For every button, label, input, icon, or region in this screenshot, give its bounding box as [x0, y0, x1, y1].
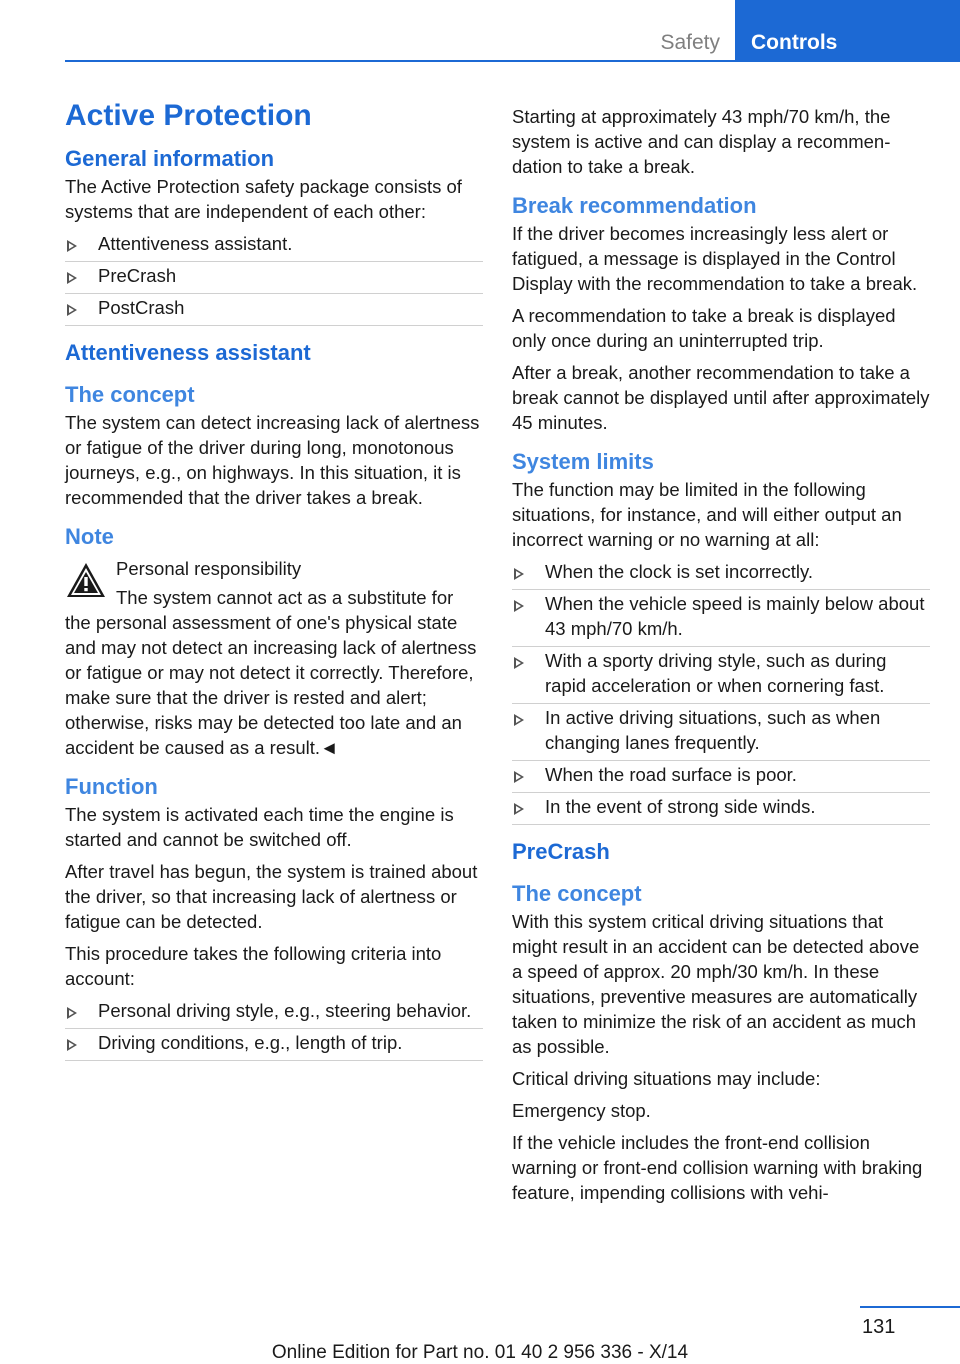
warning-note [65, 556, 483, 760]
bullet-triangle-icon [67, 1007, 77, 1019]
note-text: The system cannot act as a substitute for the personal assessment of one's physical state and may not detect an increasing lack of alertness or fatigue or may not detect it correctly. Therefore, make sure that the driver is rested and alert; otherwise, risks may be detected too late and an accident be caused as a result.◄ [65, 587, 477, 758]
break-text-2: A recommendation to take a break is displayed only once during an uninterrupted trip. [512, 305, 896, 351]
page-number: 131 [862, 1316, 896, 1338]
list-item: Personal driving style, e.g., steering behavior. [65, 998, 483, 1029]
systems-list [65, 231, 483, 326]
list-item: PostCrash [65, 295, 483, 326]
bullet-triangle-icon [514, 803, 524, 815]
precrash-text-2: Critical driving situations may include: [512, 1068, 821, 1089]
bullet-triangle-icon [514, 568, 524, 580]
tab-safety[interactable]: Safety [660, 31, 720, 54]
note-title: Personal responsibility [116, 558, 302, 579]
bullet-triangle-icon [514, 714, 524, 726]
precrash-heading: PreCrash [512, 839, 610, 864]
footer-edition: Online Edition for Part no. 01 40 2 956 336 - X/14 [271, 1342, 689, 1363]
list-item: Attentiveness assistant. [65, 231, 483, 262]
precrash-text-3: Emergency stop. [512, 1100, 651, 1121]
bullet-triangle-icon [514, 771, 524, 783]
list-item: PreCrash [65, 263, 483, 294]
system-limits-text: The function may be limited in the following situations, for instance, and will either output an incorrect warning or no warning at all: [512, 479, 902, 550]
list-item: Driving conditions, e.g., length of trip. [65, 1030, 483, 1061]
general-information-heading: General information [65, 146, 275, 171]
break-text-1: If the driver becomes increasingly less alert or fatigued, a message is displayed in the Control Display with the recommendation to take a break. [512, 223, 918, 294]
header-rule [65, 60, 960, 62]
precrash-text-4: If the vehicle includes the front-end collision warning or front-end collision warning with braking feature, impending collisions with vehi- [512, 1132, 923, 1203]
attentiveness-heading: Attentiveness assistant [65, 340, 311, 365]
precrash-concept-heading: The concept [512, 881, 642, 906]
bullet-triangle-icon [67, 304, 77, 316]
header-bar [65, 0, 960, 62]
note-heading: Note [65, 524, 114, 549]
left-column [65, 96, 483, 1069]
bullet-triangle-icon [67, 240, 77, 252]
bullet-triangle-icon [514, 600, 524, 612]
general-information-text: The Active Protection safety package consists of systems that are independent of each other: [65, 176, 462, 222]
break-recommendation-heading: Break recommendation [512, 193, 757, 218]
break-text-3: After a break, another recommendation to take a break cannot be displayed until after approximately 45 minutes. [512, 362, 930, 433]
precrash-text-1: With this system critical driving situations that might result in an accident can be detected above a speed of approx. 20 mph/30 km/h. In these situations, preventive measures are automatically taken to minimize the risk of an accident as much as possible. [512, 911, 920, 1057]
right-column [512, 104, 930, 1212]
list-item: In active driving situations, such as when changing lanes frequently. [512, 705, 930, 761]
warning-icon [65, 560, 107, 600]
page-title: Active Protection [65, 99, 312, 132]
function-heading: Function [65, 774, 158, 799]
concept-text: The system can detect increasing lack of alertness or fatigue of the driver during long, monotonous journeys, e.g., on highways. In this situation, it is recommended that the driver takes a break. [65, 412, 480, 508]
list-item: When the vehicle speed is mainly below about 43 mph/70 km/h. [512, 591, 930, 647]
intro-text: Starting at approximately 43 mph/70 km/h, the system is active and can display a recommendation to take a break. [512, 106, 891, 177]
list-item: In the event of strong side winds. [512, 794, 930, 825]
list-item: When the road surface is poor. [512, 762, 930, 793]
criteria-list [65, 998, 483, 1061]
system-limits-heading: System limits [512, 449, 654, 474]
tab-controls[interactable]: Controls [735, 0, 960, 62]
function-text-2: After travel has begun, the system is trained about the driver, so that increasing lack of alertness or fatigue can be detected. [65, 861, 478, 932]
bullet-triangle-icon [514, 657, 524, 669]
list-item: When the clock is set incorrectly. [512, 559, 930, 590]
list-item: With a sporty driving style, such as during rapid acceleration or when cornering fast. [512, 648, 930, 704]
function-text-1: The system is activated each time the engine is started and cannot be switched off. [65, 804, 454, 850]
concept-heading: The concept [65, 382, 195, 407]
footer-rule [860, 1306, 960, 1308]
bullet-triangle-icon [67, 1039, 77, 1051]
bullet-triangle-icon [67, 272, 77, 284]
limits-list [512, 559, 930, 825]
function-text-3: This procedure takes the following criteria into account: [65, 943, 442, 989]
